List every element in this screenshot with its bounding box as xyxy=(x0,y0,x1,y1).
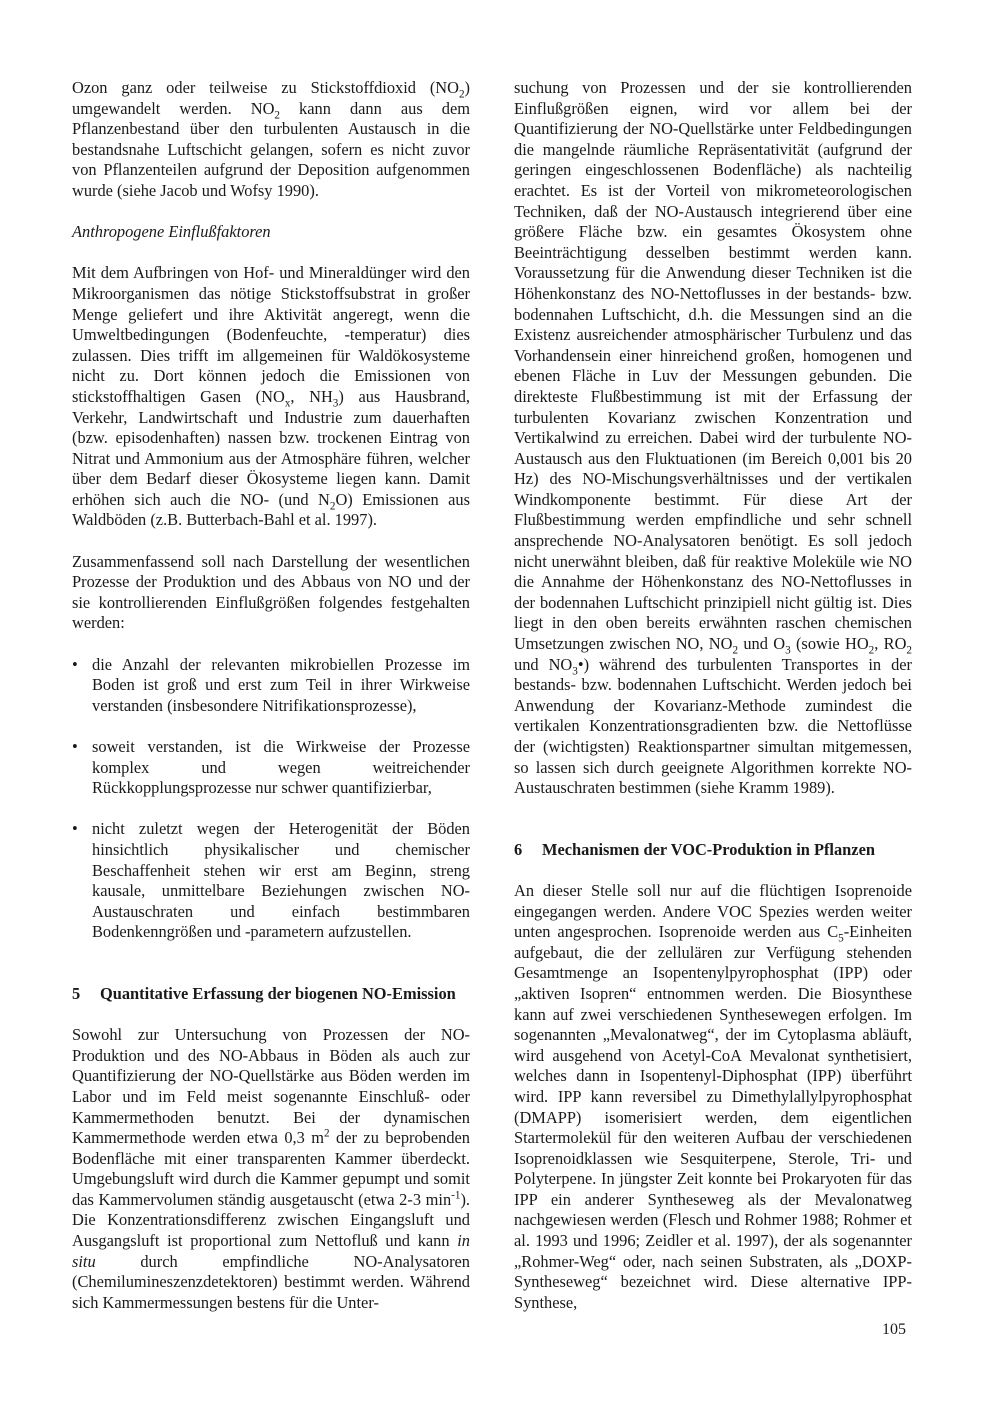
bullet-icon: • xyxy=(72,654,78,674)
paragraph: Mit dem Aufbringen von Hof- und Mineraldünger wird den Mikroorganismen das nötige Stickstoffsubstrat in großer Menge geliefert und ihre Aktivität angeregt, wenn die Umweltbedingungen (Bodenfeuchte, -temperatur) dies zulassen. Dies trifft im allgemeinen für Waldökosysteme nicht zu. Dort können jedoch die Emissionen von stickstoffhaltigen Gasen ($NO_x$, $NH_3$) aus Hausbrand, Verkehr, Landwirtschaft und Industrie zum dauerhaften (bzw. episodenhaften) nassen bzw. trockenen Eintrag von Nitrat und Ammonium aus der Atmosphäre führen, welcher über dem Bedarf dieser Ökosysteme liegen kann. Damit erhöhen sich auch die NO- (und $N_2O$) Emissionen aus Waldböden (z.B. Butterbach-Bahl et al. 1997). xyxy=(72,263,471,530)
bullet-item: • nicht zuletzt wegen der Heterogenität der Böden hinsichtlich physikalischer und chemischer Beschaffenheit stehen wir erst am Beginn, streng kausale, unmittelbare Beziehungen zwischen NO-Austauschraten und einfach bestimmbaren Bodenkenngrößen und -parametern aufzustellen. xyxy=(72,819,470,942)
page-number: 105 xyxy=(882,1321,906,1338)
subheading: Anthropogene Einflußfaktoren xyxy=(72,222,271,242)
section-title: Quantitative Erfassung der biogenen NO-Emission xyxy=(100,983,456,1003)
paragraph: Ozon ganz oder teilweise zu Stickstoffdioxid $(NO_2)$ umgewandelt werden. $NO_2$ kann dann aus dem Pflanzenbestand über den turbulenten Austausch in die bestandsnahe Luftschicht gelangen, sofern es nicht zuvor von Pflanzenteilen aufgrund der Deposition aufgenommen wurde (siehe Jacob und Wofsy 1990). xyxy=(72,78,470,200)
paragraph: An dieser Stelle soll nur auf die flüchtigen Isoprenoide eingegangen werden. Andere VOC Spezies werden weiter unten angesprochen. Isoprenoide werden aus $C_5$-Einheiten aufgebaut, die der zellulären zur Verfügung stehenden Gesamtmenge an Isopentenylpyrophosphat (IPP) oder „aktiven Isopren“ entnommen werden. Die Biosynthese kann auf zwei verschiedenen Synthesewegen erfolgen. Im sogenannten „Mevalonatweg“, der im Cytoplasma abläuft, wird ausgehend von Acetyl-CoA Mevalonat synthetisiert, welches dann in Isopentenyl-Diphosphat (IPP) überführt wird. IPP kann reversibel zu Dimethylallylpyrophosphat (DMAPP) isomerisiert werden, dem eigentlichen Startermolekül für den weiteren Aufbau der verschiedenen Isoprenoidklassen wie Sesquiterpene, Sterole, Tri- und Polyterpene. In jüngster Zeit konnte bei Prokaryoten für das IPP ein anderer Syntheseweg als der Mevalonatweg nachgewiesen werden (Flesch und Rohmer 1988; Rohmer et al. 1993 und 1996; Zeidler et al. 1997), der als sogenannter „Rohmer-Weg“ oder, nach seinen Substraten, als „DOXP-Syntheseweg“ bezeichnet wird. Diese alternative IPP-Synthese, xyxy=(514,880,912,1312)
section-heading xyxy=(514,840,912,861)
right-column xyxy=(514,78,912,1313)
bullet-list xyxy=(72,655,470,943)
bullet-icon: • xyxy=(72,737,78,756)
bullet-item: • soweit verstanden, ist die Wirkweise der Prozesse komplex und wegen weitreichender Rückkopplungsprozesse nur schwer quantifizierbar, xyxy=(72,737,470,798)
paragraph: Zusammenfassend soll nach Darstellung der wesentlichen Prozesse der Produktion und des Abbaus von NO und der sie kontrollierenden Einflußgrößen folgendes festgehalten werden: xyxy=(72,551,470,633)
section-number: 5 xyxy=(72,983,81,1003)
bullet-icon: • xyxy=(72,819,78,839)
section-number: 6 xyxy=(514,839,523,859)
section-title: Mechanismen der VOC-Produktion in Pflanzen xyxy=(542,839,875,859)
paragraph: suchung von Prozessen und der sie kontrollierenden Einflußgrößen eignen, wird vor allem bei der Quantifizierung der NO-Quellstärke unter Feldbedingungen die mangelnde räumliche Repräsentativität (aufgrund der geringen eingeschlossenen Bodenfläche) als nachteilig erachtet. Es ist der Vorteil von mikrometeorologischen Techniken, daß der NO-Austausch integrierend über eine größere Fläche bzw. ein gesamtes Ökosystem ohne Beeinträchtigung desselben bestimmt werden kann. Voraussetzung für die Anwendung dieser Techniken ist die Höhenkonstanz des NO-Nettoflusses in der bestands- bzw. bodennahen Luftschicht, d.h. die Messungen sind an die Existenz ausreichender atmosphärischer Turbulenz und das Vorhandensein einer hinreichend großen, homogenen und ebenen Fläche in Luv der Messungen gebunden. Die direkteste Flußbestimmung ist mit der Erfassung der turbulenten Kovarianz zwischen Konzentration und Vertikalwind zu erreichen. Dabei wird der turbulente NO-Austausch aus den Fluktuationen (im Bereich 0,001 bis 20 Hz) des NO-Mischungsverhältnisses und der vertikalen Windkomponente bestimmt. Für diese Art der Flußbestimmung werden empfindliche und sehr schnell ansprechende NO-Analysatoren benötigt. Es soll jedoch nicht unerwähnt bleiben, daß für reaktive Moleküle wie NO die Annahme der Höhenkonstanz des NO-Nettoflusses in der bodennahen Luftschicht prinzipiell nicht gültig ist. Dies liegt in den oben bereits erwähnten raschen chemischen Umsetzungen zwischen NO, $NO_2$ und $O_3$ (sowie $HO_2$, $RO_2$ und $NO_3•$) während des turbulenten Transportes in der bestands- bzw. bodennahen Luftschicht. Werden jedoch bei Anwendung der Kovarianz-Methode zumindest die vertikalen Konzentrationsgradienten bzw. die Nettoflüsse der (wichtigsten) Reaktionspartner simultan mitgemessen, so lassen sich durch geeignete Algorithmen korrekte NO-Austauschraten bestimmen (siehe Kramm 1989). xyxy=(514,78,913,798)
bullet-item: • die Anzahl der relevanten mikrobiellen Prozesse im Boden ist groß und erst zum Teil in ihrer Wirkweise verstanden (insbesondere Nitrifikationsprozesse), xyxy=(72,654,470,715)
left-column xyxy=(72,78,470,1313)
section-heading xyxy=(72,984,470,1005)
paragraph: Sowohl zur Untersuchung von Prozessen der NO-Produktion und des NO-Abbaus in Böden als auch zur Quantifizierung der NO-Quellstärke aus Böden werden im Labor und im Feld meist sogenannte Einschluß- oder Kammermethoden benutzt. Bei der dynamischen Kammermethode werden etwa 0,3 $m^2$ der zu beprobenden Bodenfläche mit einer transparenten Kammer überdeckt. Umgebungsluft wird durch die Kammer gepumpt und somit das Kammervolumen ständig ausgetauscht (etwa 2-3 $\min^{-1}$). Die Konzentrationsdifferenz zwischen Eingangsluft und Ausgangsluft ist proportional zum Nettofluß und kann in situ durch empfindliche NO-Analysatoren (Chemilumineszenzdetektoren) bestimmt werden. Während sich Kammermessungen bestens für die Unter- xyxy=(72,1025,471,1312)
